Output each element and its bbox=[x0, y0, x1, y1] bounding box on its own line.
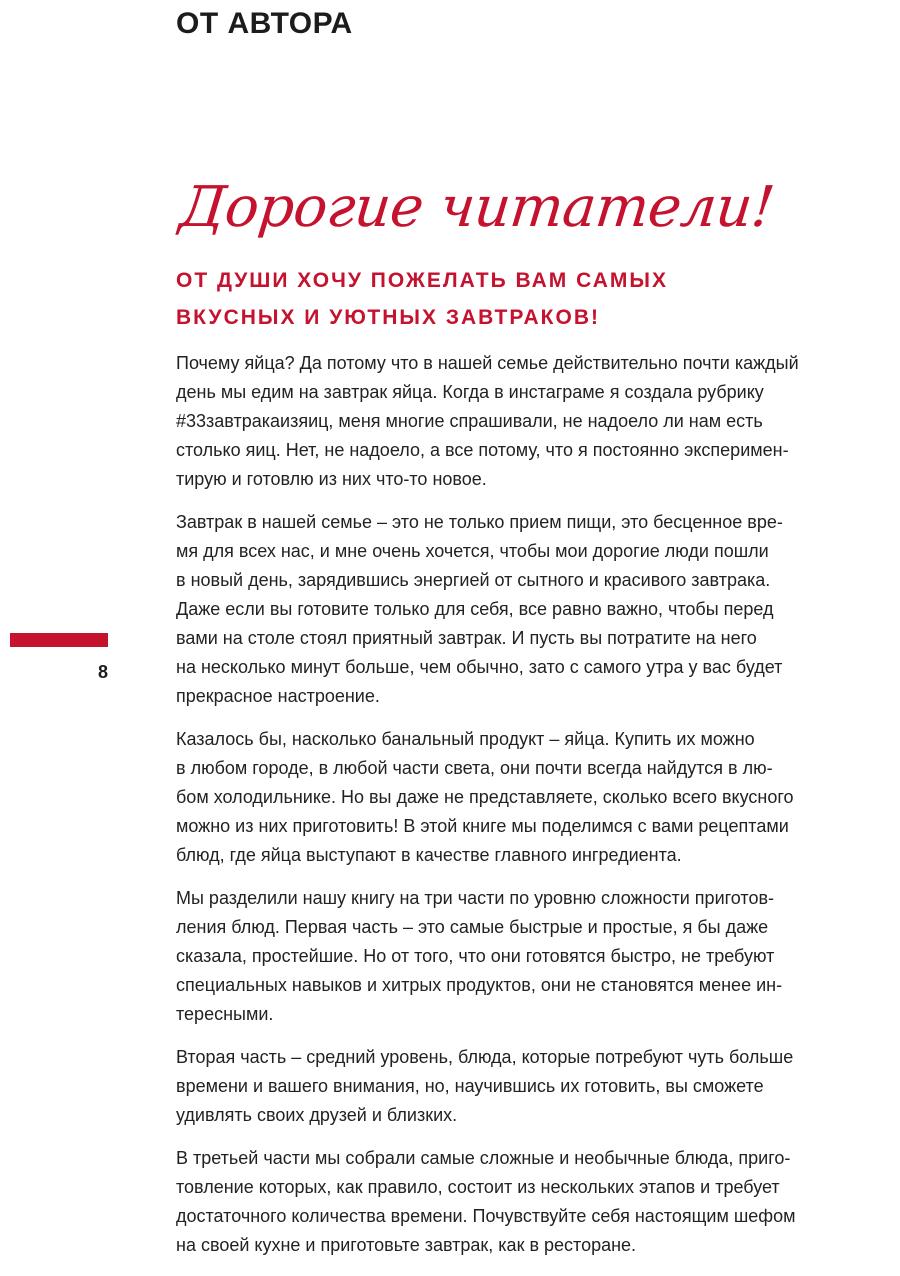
text-line: тирую и готовлю из них что-то новое. bbox=[176, 469, 487, 489]
greeting-heading: Дорогие читатели! bbox=[176, 175, 778, 240]
page-marker-bar bbox=[10, 633, 108, 647]
text-line: Мы разделили нашу книгу на три части по уровню сложности приготов- bbox=[176, 888, 775, 908]
text-line: Завтрак в нашей семье – это не только прием пищи, это бесценное вре- bbox=[176, 512, 783, 532]
text-line: Казалось бы, насколько банальный продукт – яйца. Купить их можно bbox=[176, 729, 755, 749]
text-line: можно из них приготовить! В этой книге мы поделимся с вами рецептами bbox=[176, 816, 789, 836]
text-line: Вторая часть – средний уровень, блюда, которые потребуют чуть больше bbox=[176, 1047, 794, 1067]
paragraph bbox=[176, 349, 888, 494]
page-number: 8 bbox=[97, 662, 108, 682]
subheading-line: ОТ ДУШИ ХОЧУ ПОЖЕЛАТЬ ВАМ САМЫХ bbox=[176, 269, 668, 292]
text-line: бом холодильнике. Но вы даже не представляете, сколько всего вкусного bbox=[176, 787, 794, 807]
text-line: сказала, простейшие. Но от того, что они готовятся быстро, не требуют bbox=[176, 946, 775, 966]
text-line: на своей кухне и приготовьте завтрак, как в ресторане. bbox=[176, 1235, 637, 1255]
text-line: блюд, где яйца выступают в качестве главного ингредиента. bbox=[176, 845, 682, 865]
paragraph bbox=[176, 508, 888, 711]
text-line: Даже если вы готовите только для себя, все равно важно, чтобы перед bbox=[176, 599, 774, 619]
text-line: товление которых, как правило, состоит из нескольких этапов и требует bbox=[176, 1177, 780, 1197]
text-line: прекрасное настроение. bbox=[176, 686, 380, 706]
paragraph bbox=[176, 725, 888, 870]
text-line: времени и вашего внимания, но, научившись их готовить, вы сможете bbox=[176, 1076, 764, 1096]
subheading-line: ВКУСНЫХ И УЮТНЫХ ЗАВТРАКОВ! bbox=[176, 306, 600, 329]
text-line: Почему яйца? Да потому что в нашей семье действительно почти каждый bbox=[176, 353, 799, 373]
text-line: вами на столе стоял приятный завтрак. И пусть вы потратите на него bbox=[176, 628, 757, 648]
chapter-title: ОТ АВТОРА bbox=[176, 7, 353, 40]
text-line: на несколько минут больше, чем обычно, зато с самого утра у вас будет bbox=[176, 657, 783, 677]
text-line: столько яиц. Нет, не надоело, а все потому, что я постоянно эксперимен- bbox=[176, 440, 789, 460]
paragraph bbox=[176, 1144, 888, 1260]
text-line: в любом городе, в любой части света, они почти всегда найдутся в лю- bbox=[176, 758, 773, 778]
paragraph bbox=[176, 884, 888, 1029]
text-line: удивлять своих друзей и близких. bbox=[176, 1105, 458, 1125]
text-line: #33завтракаизяиц, меня многие спрашивали, не надоело ли нам есть bbox=[176, 411, 763, 431]
text-line: В третьей части мы собрали самые сложные и необычные блюда, приго- bbox=[176, 1148, 791, 1168]
text-line: в новый день, зарядившись энергией от сытного и красивого завтрака. bbox=[176, 570, 771, 590]
text-line: ления блюд. Первая часть – это самые быстрые и простые, я бы даже bbox=[176, 917, 769, 937]
body-text bbox=[176, 349, 888, 1274]
text-line: мя для всех нас, и мне очень хочется, чтобы мои дорогие люди пошли bbox=[176, 541, 769, 561]
paragraph bbox=[176, 1043, 888, 1130]
subheading bbox=[176, 262, 856, 336]
text-line: день мы едим на завтрак яйца. Когда в инстаграме я создала рубрику bbox=[176, 382, 764, 402]
text-line: специальных навыков и хитрых продуктов, они не становятся менее ин- bbox=[176, 975, 783, 995]
text-line: достаточного количества времени. Почувствуйте себя настоящим шефом bbox=[176, 1206, 796, 1226]
text-line: тересными. bbox=[176, 1004, 274, 1024]
